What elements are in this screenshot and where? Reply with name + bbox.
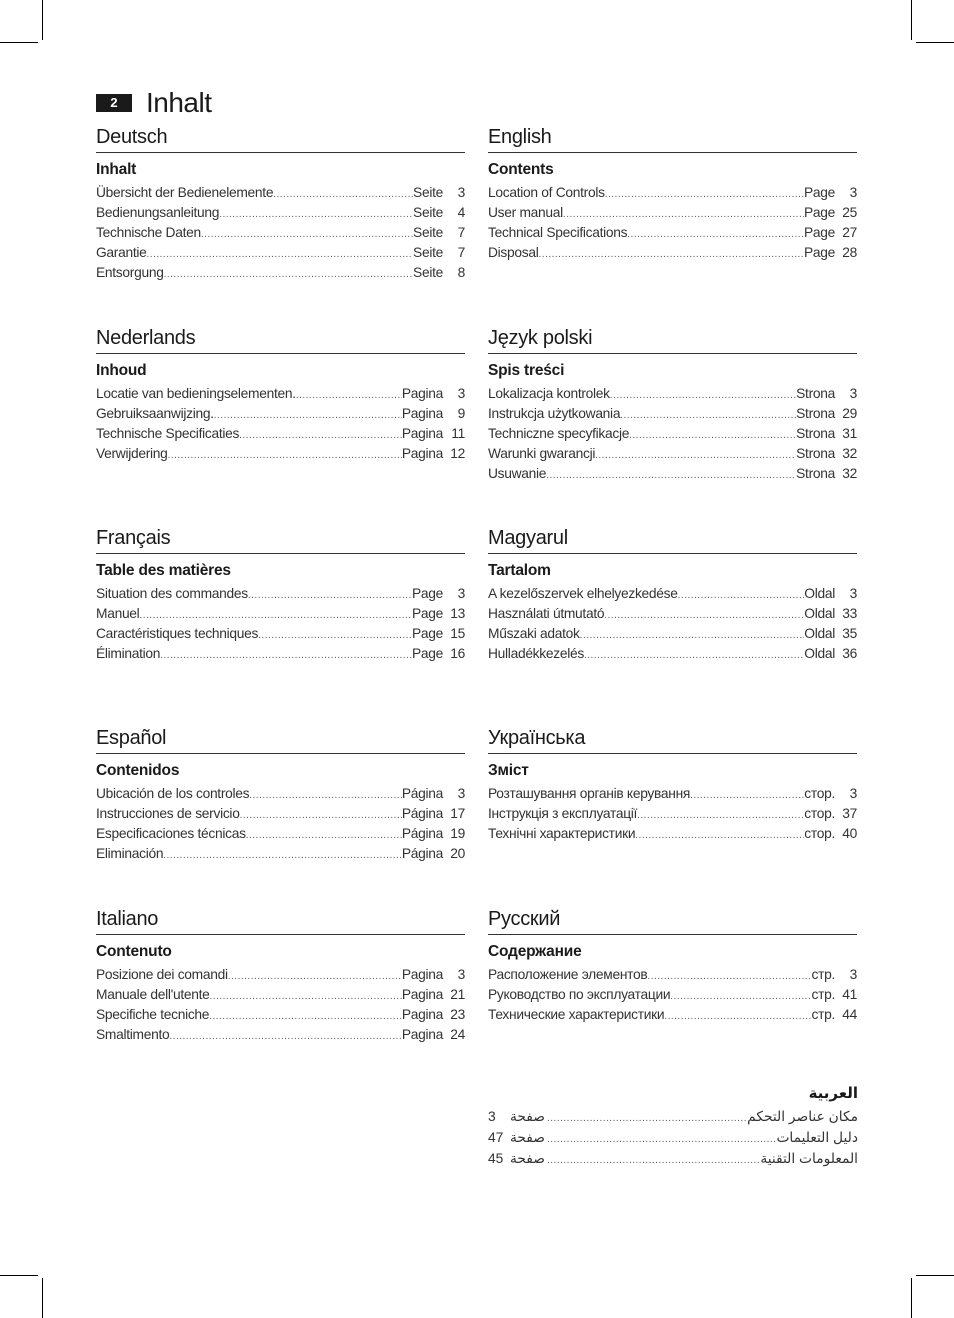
section-language: English	[488, 124, 857, 153]
toc-entry-title: Usuwanie	[488, 466, 547, 481]
toc-entry[interactable]	[96, 183, 465, 203]
toc-entry-title: المعلومات التقنية	[760, 1151, 858, 1166]
toc-entry[interactable]	[96, 1025, 465, 1045]
toc-entry-page-word: Pagina	[401, 1027, 443, 1042]
toc-entry-page-word: Strona	[796, 446, 835, 461]
toc-entry-title: Verwijdering	[96, 446, 168, 461]
toc-entry-title: Műszaki adatok	[488, 626, 580, 641]
dot-leader	[296, 386, 402, 406]
toc-entry-page-number: 44	[842, 1007, 857, 1022]
toc-entry[interactable]	[488, 824, 857, 844]
toc-entry-title: Руководство по эксплуатации	[488, 987, 671, 1002]
toc-entry-page-word: Página	[401, 826, 443, 841]
toc-entry[interactable]	[96, 584, 465, 604]
toc-entry-page-number: 7	[457, 225, 465, 240]
section-heading: Inhoud	[96, 362, 147, 379]
toc-entry-page-word: Seite	[413, 225, 443, 240]
toc-entry[interactable]	[488, 985, 857, 1005]
toc-entry-page-word: Strona	[796, 466, 835, 481]
toc-entry-page-number: 24	[450, 1027, 465, 1042]
toc-entry[interactable]	[96, 223, 465, 243]
toc-section-espanol	[96, 725, 465, 864]
dot-leader	[240, 806, 402, 826]
toc-entry-page-word: Pagina	[401, 967, 443, 982]
dot-leader	[629, 426, 796, 446]
toc-entry-page-word: Oldal	[804, 586, 835, 601]
toc-entry[interactable]	[488, 223, 857, 243]
toc-entry-page-word: Seite	[413, 205, 443, 220]
toc-entry[interactable]	[488, 243, 857, 263]
toc-entry-page-number: 32	[842, 446, 857, 461]
dot-leader	[228, 967, 402, 987]
toc-entry-page-word: Page	[803, 245, 835, 260]
toc-entry-page-number: 27	[842, 225, 857, 240]
toc-entry-page-word: Strona	[796, 406, 835, 421]
crop-mark	[916, 1275, 954, 1276]
toc-entry-page-word: صفحة	[510, 1151, 545, 1166]
section-language: Українська	[488, 725, 857, 754]
toc-entry[interactable]	[488, 183, 857, 203]
toc-entry-page-number: 3	[457, 386, 465, 401]
toc-entry-page-number: 3	[849, 786, 857, 801]
toc-entry[interactable]	[96, 824, 465, 844]
section-heading: Содержание	[488, 943, 582, 960]
crop-mark	[911, 1278, 912, 1318]
toc-entry[interactable]	[96, 263, 465, 283]
dot-leader	[690, 786, 804, 806]
section-heading: Inhalt	[96, 161, 137, 178]
toc-entry[interactable]	[488, 624, 857, 644]
toc-entry-page-number: 3	[849, 185, 857, 200]
toc-entry-page-number: 37	[842, 806, 857, 821]
toc-entry-title: Instrukcja użytkowania	[488, 406, 621, 421]
toc-entry-page-word: Oldal	[804, 606, 835, 621]
toc-entry-title: Techniczne specyfikacje	[488, 426, 630, 441]
dot-leader	[620, 406, 796, 426]
dot-leader	[258, 626, 412, 646]
toc-entry[interactable]	[488, 384, 857, 404]
crop-mark	[0, 42, 38, 43]
toc-entry-page-number: 12	[450, 446, 465, 461]
section-heading: Table des matières	[96, 562, 231, 579]
toc-entry-page-word: Página	[401, 786, 443, 801]
toc-entry-page-number: 23	[450, 1007, 465, 1022]
toc-entry[interactable]	[488, 644, 857, 664]
section-language: Nederlands	[96, 325, 465, 354]
toc-section-nederlands	[96, 325, 465, 464]
toc-entry-page-word: صفحة	[510, 1109, 545, 1124]
toc-entry-page-word: Page	[411, 606, 443, 621]
toc-entry-title: Disposal	[488, 245, 539, 260]
toc-entry-title: Gebruiksaanwijzing.	[96, 406, 214, 421]
dot-leader	[239, 426, 402, 446]
toc-entry-page-number: 3	[849, 586, 857, 601]
toc-entry-title: Élimination	[96, 646, 161, 661]
crop-mark	[911, 0, 912, 40]
dot-leader	[563, 205, 804, 225]
toc-entry-page-word: Pagina	[401, 1007, 443, 1022]
toc-entry[interactable]	[488, 1005, 857, 1025]
toc-entry-title: Hulladékkezelés	[488, 646, 584, 661]
toc-entry-page-number: 32	[842, 466, 857, 481]
toc-entry-title: Ubicación de los controles	[96, 786, 250, 801]
dot-leader	[595, 446, 796, 466]
toc-entry-page-number: 16	[450, 646, 465, 661]
toc-entry[interactable]	[488, 203, 857, 223]
toc-entry-page-number: 36	[842, 646, 857, 661]
crop-mark	[916, 42, 954, 43]
dot-leader	[678, 586, 805, 606]
toc-entry-page-word: Strona	[796, 426, 835, 441]
toc-entry[interactable]	[488, 965, 857, 985]
toc-entry[interactable]	[96, 404, 465, 424]
toc-entry-page-word: Oldal	[804, 626, 835, 641]
toc-entry-page-number: 29	[842, 406, 857, 421]
toc-entry-title: A kezelőszervek elhelyezkedése	[488, 586, 678, 601]
toc-entry-page-number: 11	[451, 426, 465, 441]
section-heading: Contents	[488, 161, 554, 178]
toc-entry-title: Garantie	[96, 245, 147, 260]
dot-leader	[246, 826, 402, 846]
toc-entry-page-word: Page	[803, 185, 835, 200]
toc-entry-page-word: Page	[803, 225, 835, 240]
toc-section-deutsch	[96, 124, 465, 283]
toc-entry-page-number: 45	[488, 1151, 504, 1166]
toc-entry-page-number: 40	[842, 826, 857, 841]
toc-entry-page-number: 47	[488, 1130, 504, 1145]
toc-entry[interactable]	[96, 644, 465, 664]
toc-entry-page-number: 15	[450, 626, 465, 641]
toc-entry-page-word: стор.	[804, 806, 835, 821]
section-language: Русский	[488, 906, 857, 935]
toc-entry-title: Specifiche tecniche	[96, 1007, 210, 1022]
toc-entry-title: Eliminación	[96, 846, 164, 861]
toc-entry[interactable]	[96, 985, 465, 1005]
toc-entry[interactable]	[96, 424, 465, 444]
dot-leader	[249, 786, 402, 806]
toc-entry-page-word: Page	[411, 626, 443, 641]
toc-entry-page-number: 28	[842, 245, 857, 260]
toc-entry-title: Instrucciones de servicio	[96, 806, 240, 821]
toc-entry-page-word: стор.	[804, 826, 835, 841]
section-language: Magyarul	[488, 525, 857, 554]
crop-mark	[42, 0, 43, 40]
toc-entry[interactable]	[488, 1148, 858, 1169]
dot-leader	[647, 967, 811, 987]
toc-entry-page-number: 19	[450, 826, 465, 841]
toc-entry-page-word: Pagina	[401, 426, 443, 441]
dot-leader	[637, 806, 804, 826]
section-heading: Зміст	[488, 762, 529, 779]
toc-entry-title: Manuale dell'utente	[96, 987, 210, 1002]
toc-entry[interactable]	[96, 384, 465, 404]
toc-entry-page-number: 41	[842, 987, 857, 1002]
toc-entry-title: Technische Daten	[96, 225, 201, 240]
section-heading: Spis treści	[488, 362, 565, 379]
toc-entry-title: Technical Specifications	[488, 225, 628, 240]
toc-entry-page-number: 35	[842, 626, 857, 641]
toc-entry[interactable]	[488, 424, 857, 444]
toc-entry-title: Especificaciones técnicas	[96, 826, 246, 841]
toc-entry[interactable]	[96, 243, 465, 263]
toc-entry-page-number: 3	[457, 786, 465, 801]
toc-entry[interactable]	[488, 404, 857, 424]
dot-leader	[635, 826, 804, 846]
toc-section-ukrainska	[488, 725, 857, 844]
toc-entry[interactable]	[488, 444, 857, 464]
dot-leader	[219, 205, 413, 225]
toc-entry-page-number: 3	[457, 586, 465, 601]
toc-entry-page-word: Pagina	[401, 987, 443, 1002]
toc-entry[interactable]	[488, 584, 857, 604]
section-language: Italiano	[96, 906, 465, 935]
toc-entry[interactable]	[96, 624, 465, 644]
page-header	[96, 86, 212, 120]
toc-entry-page-word: стр.	[811, 967, 835, 982]
toc-entry-title: Location of Controls	[488, 185, 605, 200]
dot-leader	[546, 466, 796, 486]
dot-leader	[547, 1129, 776, 1150]
toc-entry-page-number: 25	[842, 205, 857, 220]
section-heading: Tartalom	[488, 562, 551, 579]
toc-entry-page-number: 9	[457, 406, 465, 421]
toc-entry-page-word: Oldal	[804, 646, 835, 661]
toc-entry[interactable]	[488, 604, 857, 624]
dot-leader	[547, 1108, 747, 1129]
toc-entry-page-word: Pagina	[401, 446, 443, 461]
dot-leader	[584, 646, 804, 666]
toc-entry-title: Технічні характеристики	[488, 826, 636, 841]
dot-leader	[214, 406, 402, 426]
toc-entry-page-word: Page	[411, 586, 443, 601]
toc-entry-title: Розташування органів керування	[488, 786, 691, 801]
toc-entry-page-number: 3	[457, 967, 465, 982]
toc-entry[interactable]	[96, 804, 465, 824]
toc-entry-title: Technische Specificaties	[96, 426, 240, 441]
dot-leader	[670, 987, 811, 1007]
toc-entry-page-word: стор.	[804, 786, 835, 801]
toc-entry-page-word: Página	[401, 846, 443, 861]
toc-entry-page-number: 21	[450, 987, 465, 1002]
toc-entry-title: مكان عناصر التحكم	[747, 1109, 858, 1124]
toc-section-italiano	[96, 906, 465, 1045]
toc-entry[interactable]	[96, 604, 465, 624]
toc-section-francais	[96, 525, 465, 664]
page-title: Inhalt	[146, 87, 212, 118]
toc-entry-page-word: Seite	[413, 265, 443, 280]
toc-entry[interactable]	[96, 844, 465, 864]
toc-entry-page-number: 7	[457, 245, 465, 260]
dot-leader	[139, 606, 412, 626]
dot-leader	[201, 225, 413, 245]
dot-leader	[164, 265, 413, 285]
toc-entry-page-word: صفحة	[510, 1130, 545, 1145]
toc-entry-page-number: 3	[457, 185, 465, 200]
toc-entry-title: Smaltimento	[96, 1027, 170, 1042]
toc-entry[interactable]	[96, 444, 465, 464]
toc-entry-title: User manual	[488, 205, 563, 220]
dot-leader	[547, 1150, 760, 1171]
toc-entry[interactable]	[488, 1127, 858, 1148]
toc-entry-title: Bedienungsanleitung	[96, 205, 220, 220]
dot-leader	[210, 987, 402, 1007]
section-language: Français	[96, 525, 465, 554]
toc-entry-page-number: 20	[450, 846, 465, 861]
dot-leader	[664, 1007, 811, 1027]
toc-entry[interactable]	[96, 203, 465, 223]
toc-section-english	[488, 124, 857, 263]
section-language: Español	[96, 725, 465, 754]
dot-leader	[273, 185, 413, 205]
toc-entry-page-word: Page	[803, 205, 835, 220]
toc-section-magyarul	[488, 525, 857, 664]
section-heading: Contenidos	[96, 762, 180, 779]
toc-entry-page-number: 33	[842, 606, 857, 621]
toc-section-russkiy	[488, 906, 857, 1025]
toc-entry-title: Lokalizacja kontrolek	[488, 386, 610, 401]
dot-leader	[163, 846, 402, 866]
toc-entry-title: Расположение элементов	[488, 967, 648, 982]
toc-entry-title: Posizione dei comandi	[96, 967, 228, 982]
toc-entry-page-word: Página	[401, 806, 443, 821]
toc-entry[interactable]	[488, 1106, 858, 1127]
section-heading: Contenuto	[96, 943, 172, 960]
toc-entry-page-word: Seite	[413, 245, 443, 260]
toc-entry-page-word: Seite	[413, 185, 443, 200]
toc-entry[interactable]	[488, 804, 857, 824]
dot-leader	[580, 626, 805, 646]
toc-section-polski	[488, 325, 857, 484]
toc-entry-title: Warunki gwarancji	[488, 446, 596, 461]
dot-leader	[627, 225, 804, 245]
dot-leader	[248, 586, 412, 606]
dot-leader	[160, 646, 412, 666]
dot-leader	[604, 606, 804, 626]
toc-entry-page-number: 3	[488, 1109, 496, 1124]
toc-entry-title: Інструкція з експлуатації	[488, 806, 638, 821]
toc-entry-page-word: Pagina	[401, 386, 443, 401]
toc-entry-title: Entsorgung	[96, 265, 164, 280]
toc-entry-page-word: Page	[411, 646, 443, 661]
toc-entry-page-word: стр.	[811, 1007, 835, 1022]
crop-mark	[0, 1275, 38, 1276]
toc-entry[interactable]	[96, 784, 465, 804]
page-number: 2	[96, 94, 132, 112]
toc-entry-page-number: 8	[457, 265, 465, 280]
toc-entry-title: دليل التعليمات	[776, 1130, 858, 1145]
dot-leader	[168, 446, 402, 466]
toc-entry-page-number: 3	[849, 967, 857, 982]
toc-entry-page-word: стр.	[811, 987, 835, 1002]
toc-entry-page-number: 3	[849, 386, 857, 401]
toc-entry-title: Caractéristiques techniques	[96, 626, 259, 641]
toc-entry-title: Situation des commandes	[96, 586, 248, 601]
section-language: العربية	[808, 1085, 858, 1102]
toc-entry-list	[488, 1106, 858, 1169]
toc-entry-title: Manuel	[96, 606, 140, 621]
dot-leader	[610, 386, 796, 406]
dot-leader	[539, 245, 804, 265]
toc-entry-page-number: 31	[842, 426, 857, 441]
dot-leader	[605, 185, 804, 205]
toc-entry-title: Használati útmutató	[488, 606, 605, 621]
toc-entry-title: Übersicht der Bedienelemente	[96, 185, 274, 200]
toc-entry-page-number: 4	[457, 205, 465, 220]
dot-leader	[147, 245, 414, 265]
dot-leader	[209, 1007, 402, 1027]
dot-leader	[169, 1027, 401, 1047]
toc-entry[interactable]	[96, 965, 465, 985]
toc-entry-page-word: Strona	[796, 386, 835, 401]
toc-entry-title: Locatie van bedieningselementen.	[96, 386, 296, 401]
toc-entry[interactable]	[488, 464, 857, 484]
toc-entry-page-number: 17	[450, 806, 465, 821]
toc-section-arabic	[488, 1084, 858, 1169]
toc-entry-page-number: 13	[450, 606, 465, 621]
toc-entry-title: Технические характеристики	[488, 1007, 665, 1022]
section-language: Język polski	[488, 325, 857, 354]
crop-mark	[42, 1278, 43, 1318]
toc-entry[interactable]	[488, 784, 857, 804]
toc-entry-page-word: Pagina	[401, 406, 443, 421]
toc-entry[interactable]	[96, 1005, 465, 1025]
section-language: Deutsch	[96, 124, 465, 153]
